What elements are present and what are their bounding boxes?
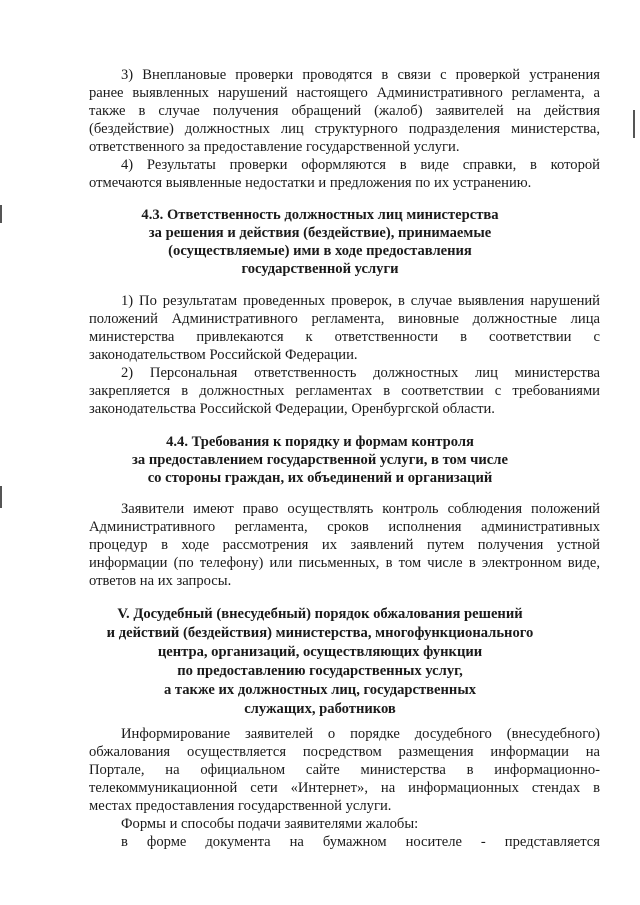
heading-line: центра, организаций, осуществляющих функции xyxy=(157,644,483,660)
heading-line: со стороны граждан, их объединений и организаций xyxy=(147,470,493,486)
text-line: законодательства Российской Федерации, Оренбургской области. xyxy=(89,401,495,417)
text-line: обжалования осуществляется посредством размещения информации на xyxy=(89,744,600,760)
heading-line: по предоставлению государственных услуг, xyxy=(177,663,463,679)
text-line: закрепляется в должностных регламентах в соответствии с требованиями xyxy=(89,383,600,399)
text-line: законодательством Российской Федерации. xyxy=(89,347,358,363)
text-line: отмечаются выявленные недостатки и предложения по их устранению. xyxy=(89,175,532,191)
text-line: информации (по телефону) или письменных, в том числе в электронном виде, xyxy=(89,555,600,571)
text-line: Портале, на официальном сайте министерства в информационно- xyxy=(89,762,600,778)
text-line: (бездействие) должностных лиц структурного подразделения министерства, xyxy=(89,121,600,137)
heading-line: 4.3. Ответственность должностных лиц министерства xyxy=(141,207,499,223)
heading-line: V. Досудебный (внесудебный) порядок обжалования решений xyxy=(117,606,523,622)
text-line: министерства привлекаются к ответственности в соответствии с xyxy=(89,329,600,345)
heading-line: а также их должностных лиц, государственных xyxy=(163,682,477,698)
text-line: Информирование заявителей о порядке досудебного (внесудебного) xyxy=(121,726,600,742)
text-line: Формы и способы подачи заявителями жалобы: xyxy=(121,816,419,832)
heading-line: (осуществляемые) ими в ходе предоставления xyxy=(168,243,472,259)
scan-artifact xyxy=(0,486,2,508)
text-line: Заявители имеют право осуществлять контроль соблюдения положений xyxy=(121,501,600,517)
heading-line: и действий (бездействия) министерства, многофункционального xyxy=(106,625,534,641)
heading-line: за решения и действия (бездействие), принимаемые xyxy=(148,225,492,241)
text-line: в форме документа на бумажном носителе - представляется xyxy=(121,834,600,850)
heading-line: за предоставлением государственной услуги, в том числе xyxy=(132,452,508,468)
text-line: 1) По результатам проведенных проверок, в случае выявления нарушений xyxy=(121,293,600,309)
text-line: Административного регламента, сроков исполнения административных xyxy=(89,519,600,535)
text-line: 2) Персональная ответственность должностных лиц министерства xyxy=(121,365,600,381)
text-line: 4) Результаты проверки оформляются в виде справки, в которой xyxy=(121,157,600,173)
text-line: ответственного за предоставление государственной услуги. xyxy=(89,139,460,155)
text-line: местах предоставления государственной услуги. xyxy=(89,798,392,814)
heading-line: 4.4. Требования к порядку и формам контроля xyxy=(166,434,474,450)
text-line: ответов на их запросы. xyxy=(89,573,232,589)
heading-line: служащих, работников xyxy=(244,701,396,717)
text-line: телекоммуникационной сети «Интернет», на информационных стендах в xyxy=(89,780,600,796)
text-line: ранее выявленных нарушений настоящего Административного регламента, а xyxy=(89,85,600,101)
heading-line: государственной услуги xyxy=(241,261,399,277)
text-line: положений Административного регламента, виновные должностные лица xyxy=(89,311,600,327)
text-line: также в случае получения обращений (жалоб) заявителей на действия xyxy=(89,103,600,119)
text-line: 3) Внеплановые проверки проводятся в связи с проверкой устранения xyxy=(121,67,600,83)
text-line: процедур в ходе рассмотрения их заявлений путем получения устной xyxy=(89,537,600,553)
scan-artifact xyxy=(633,110,635,138)
